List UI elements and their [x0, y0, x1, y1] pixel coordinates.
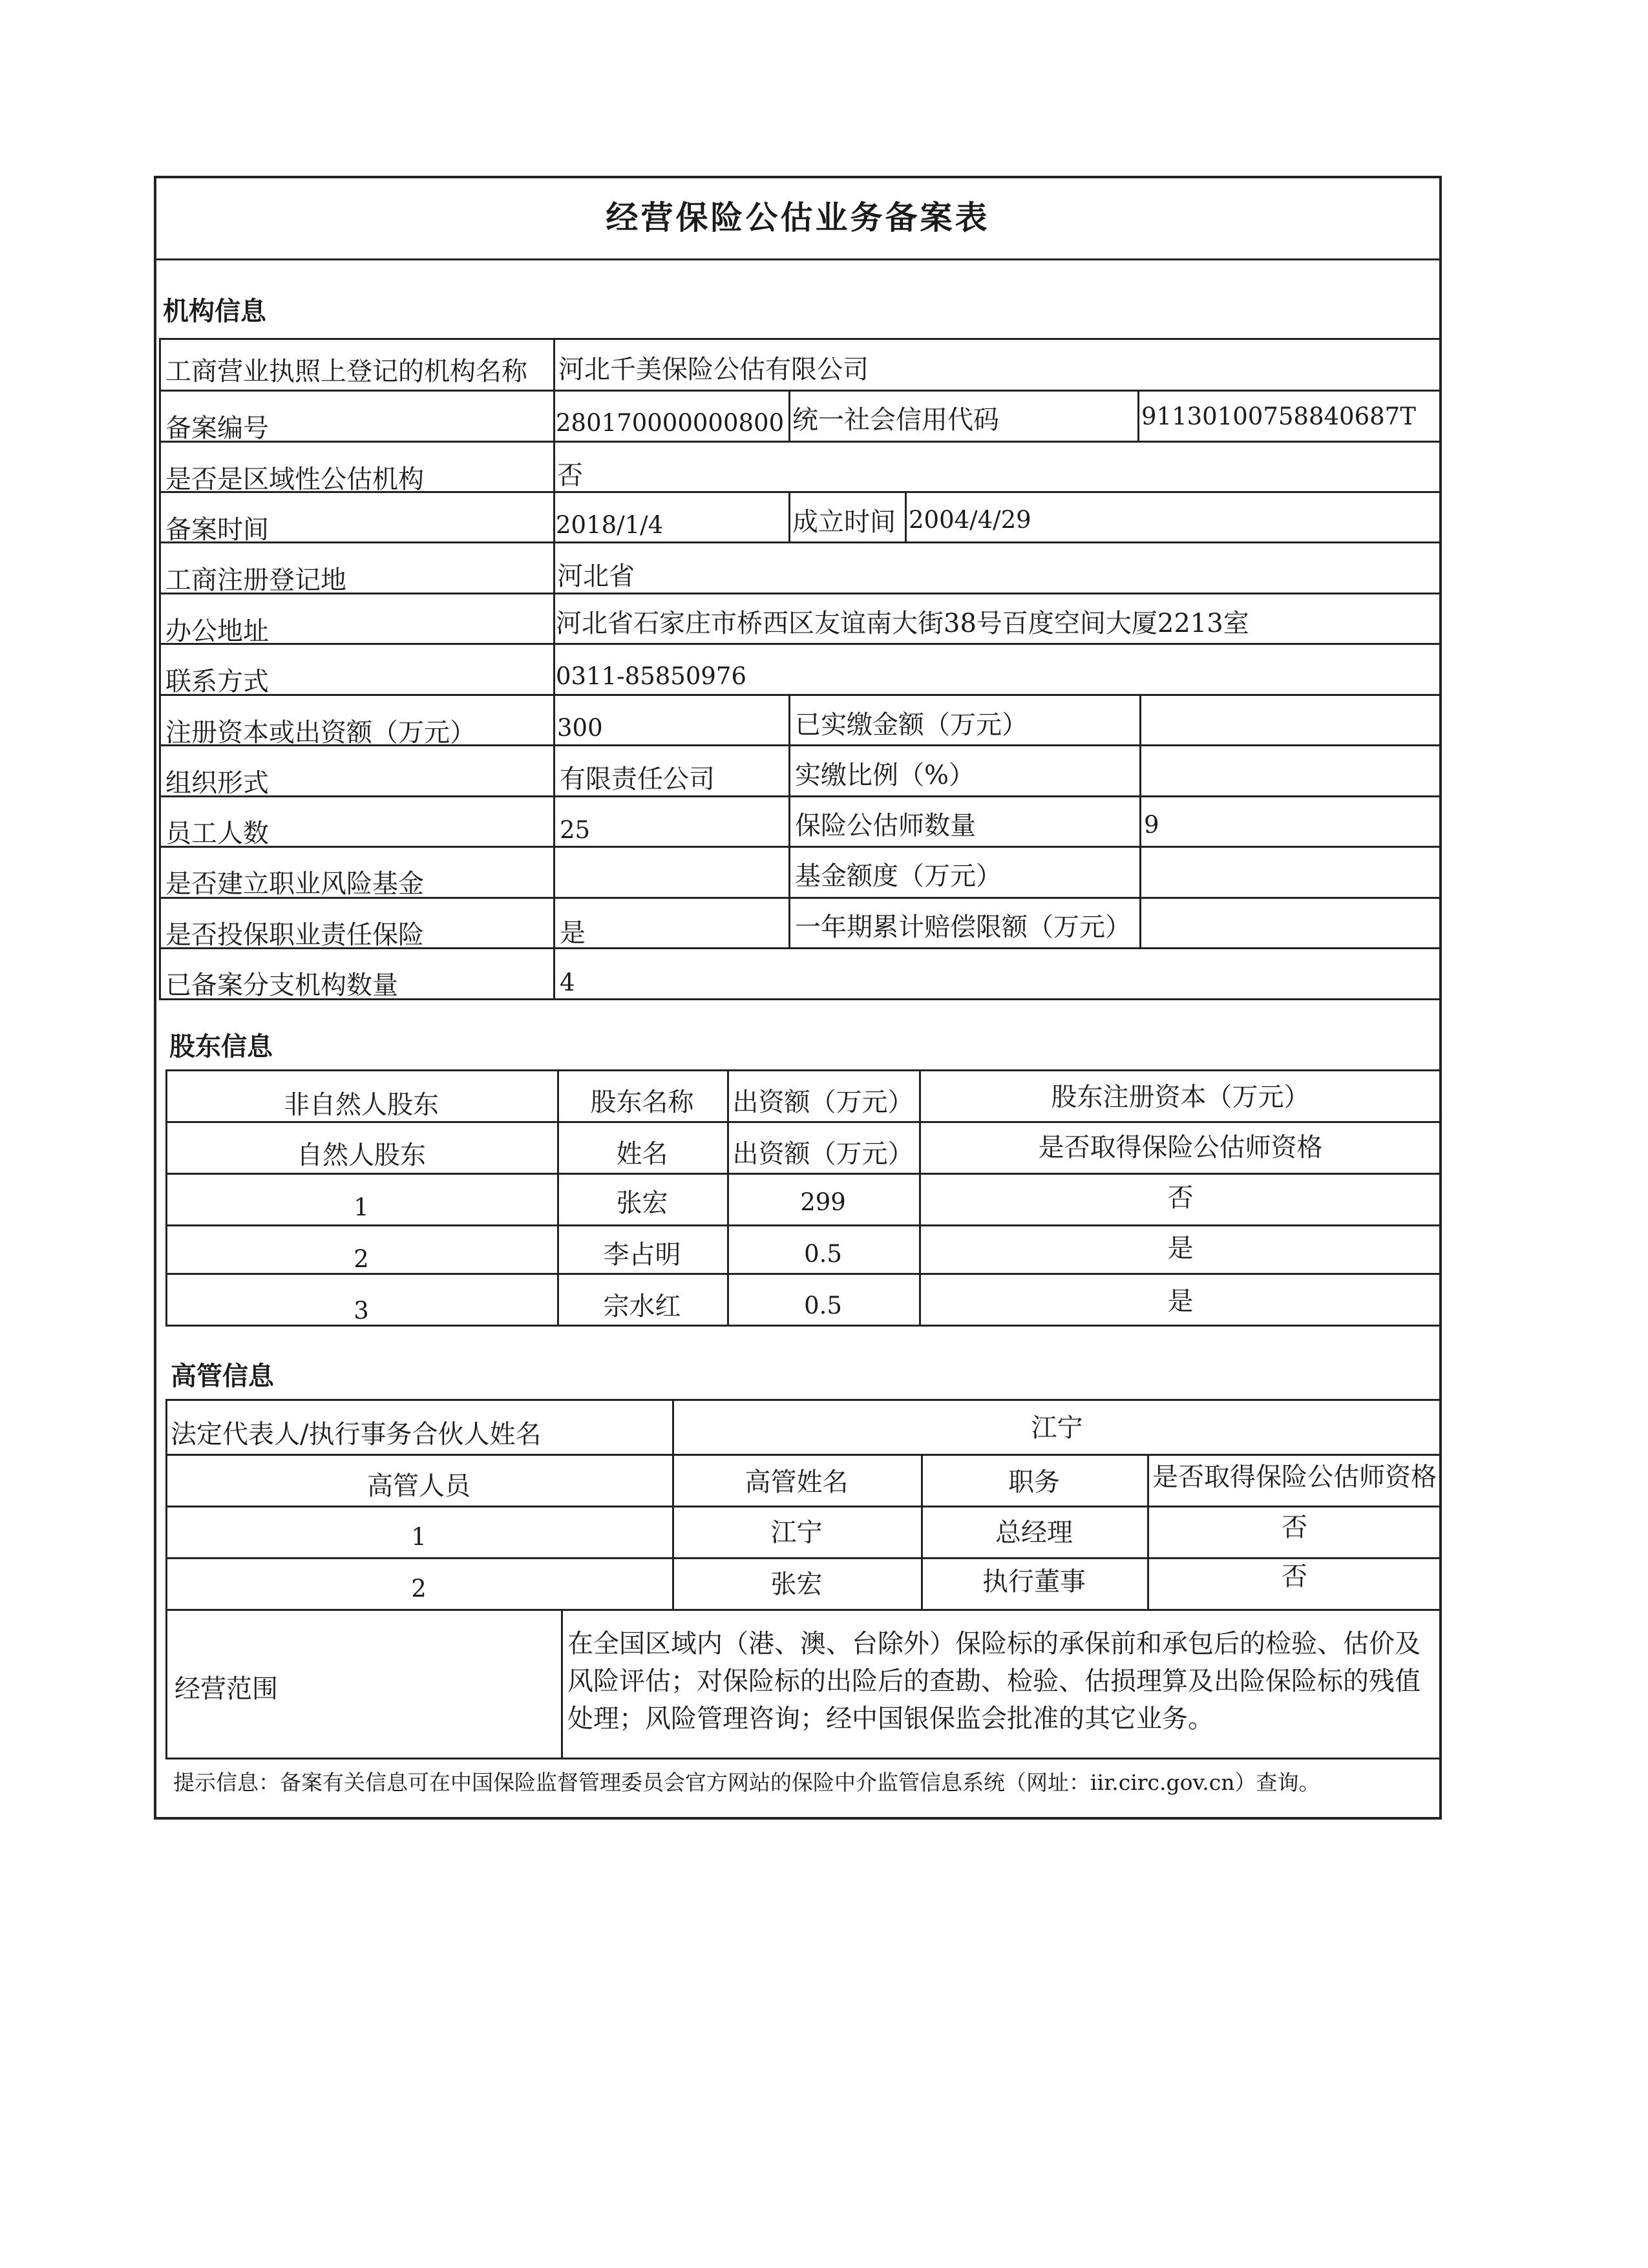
sh-h2-qualified: 是否取得保险公估师资格 — [1038, 1133, 1323, 1162]
legal-rep-label: 法定代表人/执行事务合伙人姓名 — [171, 1420, 542, 1449]
filing-no-label: 备案编号 — [165, 414, 269, 443]
exec-row-1-name: 江宁 — [770, 1518, 823, 1548]
notice-text: 提示信息：备案有关信息可在中国保险监督管理委员会官方网站的保险中介监管信息系统（网址：iir.circ.gov.cn）查询。 — [173, 1770, 1320, 1795]
fund-amount-label: 基金额度（万元） — [795, 861, 1002, 891]
exec-row-1-qualified: 否 — [1282, 1513, 1307, 1542]
sh-row-1-name: 张宏 — [616, 1188, 668, 1218]
branches-label: 已备案分支机构数量 — [165, 971, 398, 1000]
contact-value: 0311-85850976 — [556, 662, 746, 690]
branches-value: 4 — [560, 969, 575, 996]
credit-code-label: 统一社会信用代码 — [792, 405, 999, 435]
address-label: 办公地址 — [165, 616, 269, 646]
filing-date-label: 备案时间 — [165, 515, 269, 545]
sh-h2-natural: 自然人股东 — [297, 1140, 426, 1170]
sh-h1-reg-capital: 股东注册资本（万元） — [1051, 1082, 1310, 1112]
sh-row-3-name: 宗水红 — [603, 1292, 681, 1321]
liability-label: 是否投保职业责任保险 — [165, 920, 424, 950]
exec-row-2-qualified: 否 — [1282, 1562, 1307, 1591]
paid-label: 已实缴金额（万元） — [795, 710, 1028, 740]
sh-h1-nonnatural: 非自然人股东 — [284, 1090, 439, 1120]
exec-row-2-name: 张宏 — [770, 1570, 823, 1599]
filing-no-value: 280170000000800 — [556, 409, 785, 437]
exec-row-2-no: 2 — [411, 1575, 427, 1602]
reg-place-label: 工商注册登记地 — [165, 565, 346, 595]
contact-label: 联系方式 — [165, 667, 269, 697]
founded-value: 2004/4/29 — [909, 506, 1031, 534]
staff-label: 员工人数 — [165, 819, 269, 848]
annual-limit-label: 一年期累计赔偿限额（万元） — [795, 912, 1131, 942]
form-title: 经营保险公估业务备案表 — [606, 199, 990, 236]
section-org-info: 机构信息 — [163, 297, 266, 326]
founded-label: 成立时间 — [792, 507, 896, 537]
form-label: 组织形式 — [165, 768, 269, 798]
regional-value: 否 — [557, 461, 583, 490]
exec-row-1-no: 1 — [411, 1523, 427, 1551]
exec-h-qualified: 是否取得保险公估师资格 — [1152, 1462, 1437, 1492]
legal-rep-value: 江宁 — [1031, 1413, 1083, 1443]
assessors-label: 保险公估师数量 — [795, 811, 976, 841]
sh-h2-name: 姓名 — [616, 1139, 668, 1169]
sh-row-2-no: 2 — [354, 1245, 369, 1273]
exec-row-1-title: 总经理 — [995, 1518, 1073, 1548]
exec-h-name: 高管姓名 — [745, 1467, 849, 1497]
sh-row-3-qualified: 是 — [1167, 1286, 1194, 1316]
staff-value: 25 — [560, 816, 591, 844]
sh-row-2-amount: 0.5 — [804, 1240, 842, 1268]
sh-row-1-amount: 299 — [800, 1188, 846, 1216]
exec-h-staff: 高管人员 — [367, 1471, 470, 1501]
sh-h1-amount: 出资额（万元） — [732, 1087, 914, 1117]
scope-label: 经营范围 — [174, 1674, 278, 1704]
address-value: 河北省石家庄市桥西区友谊南大街38号百度空间大厦2213室 — [556, 609, 1249, 638]
org-name-value: 河北千美保险公估有限公司 — [558, 355, 869, 384]
paid-ratio-label: 实缴比例（%） — [795, 761, 975, 790]
filing-date-value: 2018/1/4 — [556, 511, 664, 539]
capital-label: 注册资本或出资额（万元） — [165, 718, 476, 748]
risk-fund-label: 是否建立职业风险基金 — [165, 869, 424, 899]
sh-row-3-amount: 0.5 — [804, 1292, 842, 1319]
regional-label: 是否是区域性公估机构 — [165, 465, 424, 494]
sh-row-2-qualified: 是 — [1167, 1234, 1194, 1263]
scope-value: 在全国区域内（港、澳、台除外）保险标的承保前和承包后的检验、估价及风险评估；对保险标的出险后的查勘、检验、估损理算及出险保险标的残值处理；风险管理咨询；经中国银保监会批准的其它业务。 — [567, 1629, 1421, 1734]
sh-row-2-name: 李占明 — [603, 1240, 681, 1270]
capital-value: 300 — [557, 714, 603, 742]
assessors-value: 9 — [1144, 811, 1159, 839]
sh-row-1-no: 1 — [354, 1193, 369, 1221]
sh-row-3-no: 3 — [354, 1297, 369, 1325]
exec-h-title: 职务 — [1008, 1467, 1060, 1497]
reg-place-value: 河北省 — [557, 562, 635, 591]
org-name-label: 工商营业执照上登记的机构名称 — [165, 357, 527, 386]
sh-row-1-qualified: 否 — [1167, 1183, 1194, 1213]
form-value: 有限责任公司 — [560, 764, 715, 794]
liability-value: 是 — [560, 918, 586, 948]
sh-h2-amount: 出资额（万元） — [732, 1139, 914, 1169]
sh-h1-name: 股东名称 — [590, 1087, 694, 1117]
exec-row-2-title: 执行董事 — [982, 1567, 1086, 1597]
section-shareholders: 股东信息 — [169, 1032, 273, 1062]
credit-code-value: 91130100758840687T — [1141, 403, 1416, 430]
section-execs: 高管信息 — [171, 1361, 274, 1391]
